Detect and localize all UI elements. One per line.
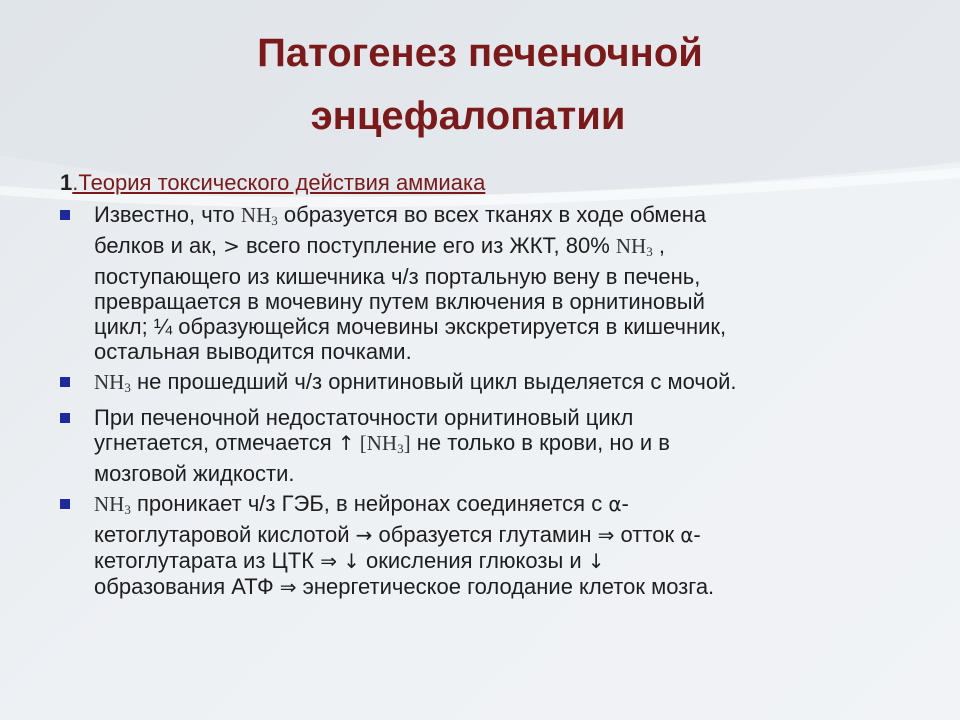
text-run: не прошедший ч/з орнитиновый цикл выделяется с мочой. (130, 369, 737, 394)
greater-than-icon: > (223, 234, 240, 258)
text-line: превращается в мочевину путем включения в орнитиновый (94, 289, 705, 314)
double-arrow-right-icon: ⇒ (279, 575, 297, 599)
slide-title-line1: Патогенез печеночной (257, 31, 703, 75)
text-run: не только в крови, но и в (410, 430, 670, 455)
text-run: белков и ак, (94, 233, 224, 258)
bullet-list (58, 202, 938, 605)
text-line: поступающего из кишечника ч/з портальную вену в печень, (94, 264, 701, 289)
text-run: отток (614, 522, 681, 547)
text-run: образуется во всех тканях в ходе обмена (277, 202, 707, 227)
text-line (94, 548, 938, 574)
text-line: При печеночной недостаточности орнитиновый цикл (94, 405, 634, 430)
ammonia-formula: $NH_3$ (94, 370, 131, 395)
text-run: угнетается, отмечается (94, 430, 338, 455)
text-line: цикл; ¼ образующейся мочевины экскретируется в кишечник, (94, 314, 727, 339)
arrow-down-icon: ↓ (587, 549, 605, 573)
text-run: всего поступление его из ЖКТ, 80% (239, 233, 616, 258)
text-line (94, 491, 938, 522)
text-run: образования АТФ (94, 574, 280, 599)
text-line (94, 574, 938, 600)
heading-text: .Теория токсического действия аммиака (72, 170, 486, 195)
text-line (94, 430, 938, 461)
text-line (94, 202, 938, 233)
text-run: кетоглутарата из ЦТК (94, 548, 321, 573)
arrow-up-icon: ↑ (337, 431, 355, 455)
bullet-item-3 (58, 405, 938, 486)
section-heading (60, 170, 485, 196)
bullet-item-2 (58, 369, 938, 400)
text-run: Известно, что (94, 202, 241, 227)
double-arrow-right-icon: ⇒ (320, 549, 337, 573)
arrow-down-icon: ↓ (343, 549, 360, 573)
text-line: остальная выводится почками. (94, 339, 412, 364)
square-bullet-icon (60, 377, 70, 387)
text-line: мозговой жидкости. (94, 461, 295, 486)
bullet-item-4 (58, 491, 938, 600)
text-line (94, 522, 938, 548)
double-arrow-right-icon: ⇒ (597, 523, 615, 547)
slide-title-line2: энцефалопатии (310, 94, 626, 138)
square-bullet-icon (60, 499, 70, 509)
square-bullet-icon (60, 210, 70, 220)
text-run: кетоглутаровой кислотой (94, 522, 356, 547)
text-run: окисления глюкозы и (359, 548, 588, 573)
alpha-symbol: α (608, 492, 622, 516)
text-run: - (693, 522, 701, 547)
text-run: проникает ч/з ГЭБ, в нейронах соединяется с (130, 491, 609, 516)
heading-number: 1 (60, 170, 73, 195)
alpha-symbol: α (680, 523, 694, 547)
text-line (94, 233, 938, 264)
square-bullet-icon (60, 413, 70, 423)
text-run: энергетическое голодание клеток мозга. (296, 574, 715, 599)
text-line (94, 369, 938, 400)
bullet-item-1 (58, 202, 938, 364)
text-run: образуется глутамин (372, 522, 598, 547)
text-run: - (621, 491, 629, 516)
ammonia-formula: $NH_3$ (615, 234, 653, 259)
arrow-right-icon: → (355, 523, 373, 547)
text-run: , (652, 233, 665, 258)
ammonia-concentration: $[NH_3]$ (359, 431, 411, 456)
ammonia-formula: $NH_3$ (240, 203, 278, 228)
ammonia-formula: $NH_3$ (94, 492, 131, 517)
